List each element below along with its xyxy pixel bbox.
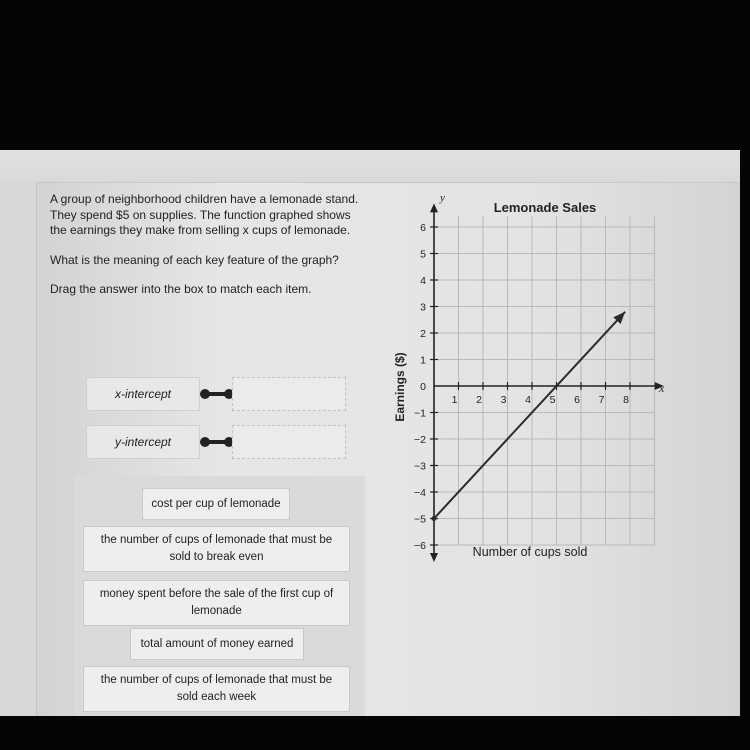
left-sidebar-strip (0, 182, 37, 716)
y-tick-label: 5 (420, 248, 426, 261)
y-tick-label: 4 (420, 275, 426, 287)
answer-tile[interactable]: money spent before the sale of the first cup of lemonade (83, 580, 350, 626)
answer-tile[interactable]: cost per cup of lemonade (142, 488, 290, 520)
x-tick-label: 1 (451, 394, 458, 406)
question-paragraph-instructions: Drag the answer into the box to match each item. (50, 282, 312, 296)
x-tick-label: 3 (500, 394, 507, 406)
term-y-intercept: y-intercept (86, 425, 200, 459)
answer-tile[interactable]: the number of cups of lemonade that must be sold each week (83, 666, 350, 712)
drop-box-y-intercept[interactable] (232, 425, 346, 459)
x-tick-label: 5 (549, 394, 556, 406)
y-tick-label: 2 (420, 328, 426, 340)
chart-title: Lemonade Sales (493, 200, 597, 215)
term-x-intercept: x-intercept (86, 377, 200, 411)
y-tick-label: −3 (414, 460, 426, 473)
connector-icon (200, 437, 234, 447)
series-line (434, 312, 625, 519)
y-axis-label: Earnings ($) (393, 352, 407, 422)
y-tick-label: 0 (420, 381, 426, 393)
drop-box-x-intercept[interactable] (232, 377, 346, 411)
monitor-bezel-bottom (0, 716, 750, 750)
connector-icon (200, 389, 234, 399)
y-tick-label: 1 (420, 354, 426, 367)
y-tick-label: 3 (420, 301, 426, 314)
chart-ticks (414, 222, 630, 552)
chart-axes (430, 203, 664, 562)
assessment-screen (0, 150, 740, 716)
answer-tile[interactable]: total amount of money earned (130, 628, 304, 660)
lemonade-sales-graph (380, 190, 680, 580)
y-tick-label: −6 (414, 540, 426, 552)
x-tick-label: 7 (598, 394, 605, 406)
x-axis-letter: x (659, 381, 665, 395)
x-tick-label: 8 (623, 394, 629, 406)
chart-grid (434, 216, 655, 545)
question-paragraph-scenario: A group of neighborhood children have a lemonade stand. They spend $5 on supplies. The function graphed shows the earnings they make from selling x cups of lemonade. (50, 192, 359, 237)
question-paragraph-prompt: What is the meaning of each key feature of the graph? (50, 252, 339, 267)
y-tick-label: −4 (414, 487, 426, 499)
answer-bank (75, 476, 365, 716)
x-tick-label: 4 (525, 394, 531, 406)
y-tick-label: −1 (414, 407, 426, 420)
question-text (50, 192, 370, 312)
chart-series (432, 312, 626, 521)
y-tick-label: −2 (414, 434, 426, 446)
y-tick-label: −5 (414, 513, 426, 526)
x-tick-label: 2 (476, 394, 482, 406)
answer-tile[interactable]: the number of cups of lemonade that must be sold to break even (83, 526, 350, 572)
series-start-point (432, 516, 437, 521)
top-toolbar (0, 150, 740, 183)
y-axis-arrow-up (430, 203, 438, 212)
x-axis-label: Number of cups sold (472, 545, 588, 559)
y-axis-letter: y (440, 192, 445, 204)
y-tick-label: 6 (420, 222, 426, 234)
x-tick-label: 6 (574, 394, 580, 406)
y-axis-arrow-down (430, 553, 438, 562)
